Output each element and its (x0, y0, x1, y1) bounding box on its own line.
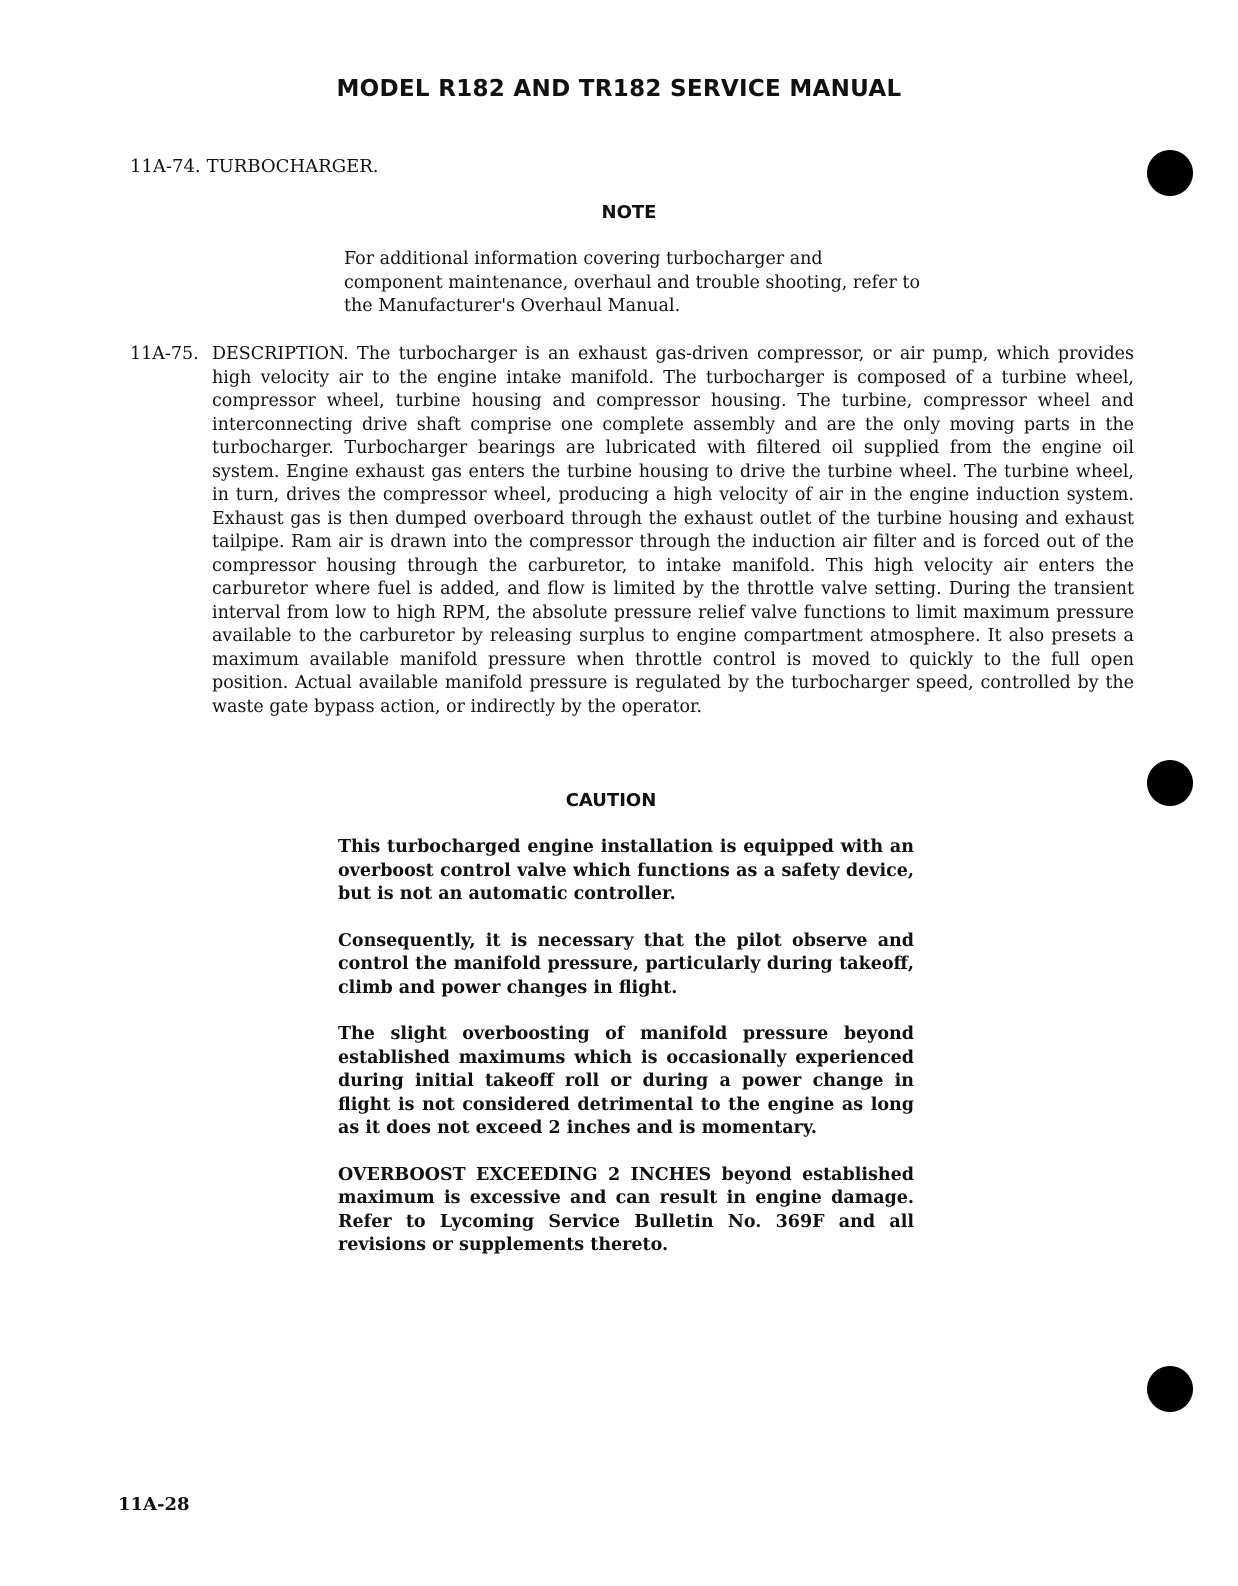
binder-hole-icon (1147, 150, 1193, 196)
caution-paragraph: OVERBOOST EXCEEDING 2 INCHES beyond established maximum is excessive and can result in engine damage. Refer to Lycoming Service Bulletin No. 369F and all revisions or supplements thereto. (338, 1164, 914, 1255)
section-heading-turbocharger (130, 156, 379, 177)
caution-paragraph: Consequently, it is necessary that the pilot observe and control the manifold pressure, particularly during takeoff, climb and power changes in flight. (338, 930, 914, 998)
caution-label: CAUTION (565, 790, 657, 811)
page-title: MODEL R182 AND TR182 SERVICE MANUAL (336, 76, 902, 102)
section-number: 11A-75. (130, 344, 199, 364)
description-paragraph: DESCRIPTION. The turbocharger is an exhaust gas-driven compressor, or air pump, which provides high velocity air to the engine intake manifold. The turbocharger is composed of a turbine wheel, compressor wheel, turbine housing and compressor housing. The turbine, compressor wheel and interconnecting drive shaft comprise one complete assembly and are the only moving parts in the turbocharger. Turbocharger bearings are lubricated with filtered oil supplied from the engine oil system. Engine exhaust gas enters the turbine housing to drive the turbine wheel. The turbine wheel, in turn, drives the compressor wheel, producing a high velocity of air in the engine induction system. Exhaust gas is then dumped overboard through the exhaust outlet of the turbine housing and exhaust tailpipe. Ram air is drawn into the compressor through the induction air filter and is forced out of the compressor housing through the carburetor, to intake manifold. This high velocity air enters the carburetor where fuel is added, and flow is limited by the throttle valve setting. During the transient interval from low to high RPM, the absolute pressure relief valve functions to limit maximum pressure available to the carburetor by releasing surplus to engine compartment atmosphere. It also presets a maximum available manifold pressure when throttle control is moved to quickly to the full open position. Actual available manifold pressure is regulated by the turbocharger speed, controlled by the waste gate bypass action, or indirectly by the operator. (212, 344, 1134, 717)
caution-paragraph: The slight overboosting of manifold pressure beyond established maximums which is occasionally experienced during initial takeoff roll or during a power change in flight is not considered detrimental to the engine as long as it does not exceed 2 inches and is momentary. (338, 1024, 914, 1138)
note-label: NOTE (601, 202, 657, 223)
caution-paragraph: This turbocharged engine installation is equipped with an overboost control valve which functions as a safety device, but is not an automatic controller. (338, 837, 914, 904)
note-text: For additional information covering turbocharger and component maintenance, overhaul and trouble shooting, refer to the Manufacturer's Overhaul Manual. (344, 249, 920, 316)
section-number: 11A-74. (130, 156, 201, 177)
page-number: 11A-28 (118, 1494, 190, 1515)
caution-text (338, 836, 914, 1281)
section-title: TURBOCHARGER. (206, 156, 379, 177)
binder-hole-icon (1147, 1366, 1193, 1412)
